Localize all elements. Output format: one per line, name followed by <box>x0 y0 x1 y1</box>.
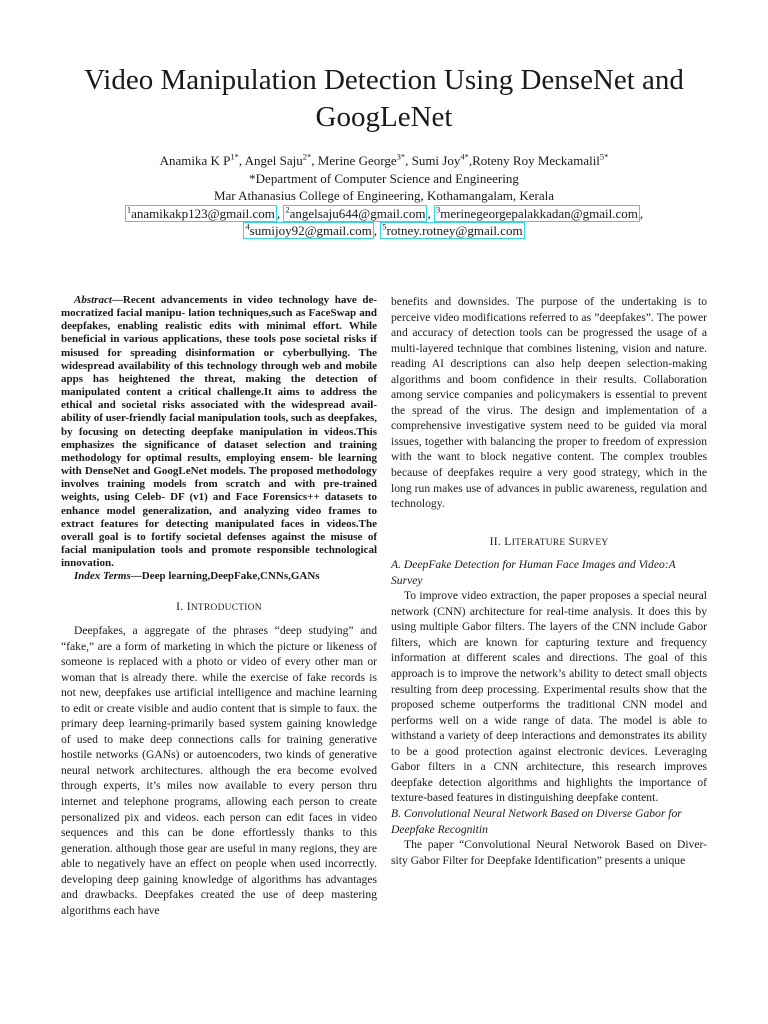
author-name: Anamika K P <box>159 153 231 168</box>
subsection-a-paragraph: To improve video extraction, the paper proposes a special neural network (CNN) architecture for real-time analysis. It does this by using multiple Gabor filters. The layers of the CNN include Gabor filters, which are known for capturing texture and frequency information at different scales and directions. The goal of this approach is to improve the network’s ability to detect small objects resulting from deep processing. Experimental results show that the proposed scheme outperforms the traditional CNN model and performs well on a wide range of data. The model is able to withstand a variety of deep interactions and demonstrates its ability to be a good protection against electronic devices. Leveraging Gabor filters in a CNN architecture, this research improves deepfake detection algorithms and highlights the importance of texture-based features in distinguishing deepfake content. <box>391 589 707 805</box>
paper-title: Video Manipulation Detection Using DenseNet and GoogLeNet <box>84 64 684 133</box>
author-sup: 2* <box>302 151 312 162</box>
author-college: Mar Athanasius College of Engineering, Kothamangalam, Kerala <box>213 188 555 203</box>
email-link[interactable]: $^1$anamikakp123@gmail.com <box>126 204 275 221</box>
author-name: Merine George <box>317 153 397 168</box>
right-column <box>391 294 707 868</box>
section-heading-literature-survey: II. LITERATURE SURVEY <box>489 534 609 548</box>
author-sup: 1* <box>230 151 239 162</box>
index-terms: Index Terms—Deep learning,DeepFake,CNNs,GANs <box>74 570 320 583</box>
author-block <box>40 152 728 240</box>
author-department: *Department of Computer Science and Engineering <box>249 170 519 186</box>
subsection-b-paragraph: The paper “Convolutional Neural Networok Based on Diver- sity Gabor Filter for Deepfake Identification” presents a unique <box>391 838 707 867</box>
intro-paragraph-continued: benefits and downsides. The purpose of the undertaking is to perceive video modifications referred to as ”deepfakes”. The power and accuracy of detection tools can be progressed the usage of a multi-layered technique that combines listening, vision and nature. reading AI descriptions can also help deepen selection-making algorithms and boom confidence in their results. Collaboration among service companies and policymakers is essential to prevent the spread of the virus. The design and implementation of a comprehensive investigative system need to be guided via moral issues, together with balancing the proper to freedom of expression with the want to block negative content. The complex troubles because of deepfakes require a very good strategy, which in the long run makes use of advances in public awareness, regulation and technology. <box>391 295 707 511</box>
abstract: Abstract—Recent advancements in video technology have de- mocratized facial manipu- lation techniques,such as FaceSwap and deepfakes, enabling realistic edits with minimal effort. While beneficial in various applications, these tools pose societal risks if misused for spreading disinformation or cyberbullying. The widespread availability of this technology through web and mobile apps has heightened the threat, making the detection of manipulated content a critical challenge.It aims to address the ethical and societal risks associated with the widespread avail- ability of user-friendly facial manipulation tools, such as deepfakes, by focusing on detecting deepfake manipulation in videos.This emphasizes the significance of dataset selection and training methodology for optimal results, employing ensem- ble learning with DenseNet and GoogLeNet models. The proposed methodology involves training models from scratch and with pre-trained weights, using Celeb- DF (v1) and Face Forensics++ datasets to enhance model generalization, and analyzing video frames to extract features for detecting manipulated faces in videos.The overall goal is to fortify societal defenses against the misuse of facial manipulation tools and promote responsible technological innovation. <box>61 294 377 570</box>
index-terms-label: Index Terms <box>74 570 131 583</box>
author-emails-line-1: $^1$anamikakp123@gmail.com , $^2$angelsaju644@gmail.com , $^3$merinegeorgepalakkadan@gmail.com , <box>126 204 644 221</box>
section-heading-introduction: I. INTRODUCTION <box>176 600 262 614</box>
author-name: Roteny Roy Meckamalil <box>472 153 600 168</box>
email-link[interactable]: $^5$rotney.rotney@gmail.com <box>382 221 523 238</box>
author-sup: 3* <box>396 151 406 162</box>
author-sup: 5* <box>599 151 609 162</box>
intro-paragraph: Deepfakes, a aggregate of the phrases “deep studying” and “fake,” are a form of marketing in which the picture or likeness of someone is replaced with a photo or video of every other man or woman that is already there. while the exercise of fake records is not new, deepfakes use artificial intelligence and machine learning to edit or create visible and audio content that is simple to faux. the primary deep learning-primarily based system gaining knowledge of used to make deep connections calls for training generative hostile networks (GANs) or autoencoders, two kinds of generative neural network architectures. although the era become evolved through experts, it’s miles now available to every person thru internet and telephone programs, allowing each person to create personalized pix and videos. each person can edit faces in video sequences and this can be done effortlessly thanks to this generation. although those gear are useful in many regions, they are able to negatively have an effect on people when used incorrectly. developing deep gaining knowledge of algorithms has advantages and drawbacks. Deepfakes created the use of deep mastering algorithms each have <box>61 623 377 917</box>
email-link[interactable]: $^3$merinegeorgepalakkadan@gmail.com <box>435 204 638 221</box>
email-link[interactable]: $^2$angelsaju644@gmail.com <box>285 204 426 221</box>
email-link[interactable]: $^4$sumijoy92@gmail.com <box>245 221 372 238</box>
author-name: Angel Saju <box>244 153 303 168</box>
subsection-heading-b: B. Convolutional Neural Network Based on Diverse Gabor for Deepfake Recognitin <box>391 806 682 836</box>
subsection-heading-a: A. DeepFake Detection for Human Face Images and Video:A Survey <box>391 558 676 587</box>
index-terms-text: Deep learning,DeepFake,CNNs,GANs <box>141 570 320 583</box>
author-names: Anamika K $P^{1*}$, Angel Saju$^{2*}$, Merine George$^{3*}$, Sumi Joy$^{4*}$,Roteny Roy Meckamalil$^{5*}$ <box>159 151 609 168</box>
abstract-text: Recent advancements in video technology have de- mocratized facial manipu- lation techniques,such as FaceSwap and deepfakes, enabling realistic edits with minimal effort. While beneficial in various applications, these tools pose societal risks if misused for spreading disinformation or cyberbullying. The widespread availability of this technology through web and mobile apps has heightened the threat, making the detection of manipulated content a critical challenge.It aims to address the ethical and societal risks associated with the widespread avail- ability of user-friendly facial manipulation tools, such as deepfakes, by focusing on detecting deepfake manipulation in videos.This emphasizes the significance of dataset selection and training methodology for optimal results, employing ensem- ble learning with DenseNet and GoogLeNet models. The proposed methodology involves training models from scratch and with pre-trained weights, using Celeb- DF (v1) and Face Forensics++ datasets to enhance model generalization, and analyzing video frames to extract features for detecting manipulated faces in videos.The overall goal is to fortify societal defenses against the misuse of facial manipulation tools and promote responsible technological innovation. <box>61 294 377 570</box>
left-column <box>61 294 377 918</box>
abstract-label: Abstract <box>74 294 112 306</box>
author-sup: 4* <box>460 151 469 162</box>
author-emails-line-2: $^4$sumijoy92@gmail.com , $^5$rotney.rotney@gmail.com <box>245 221 523 238</box>
author-name: Sumi Joy <box>411 153 461 168</box>
